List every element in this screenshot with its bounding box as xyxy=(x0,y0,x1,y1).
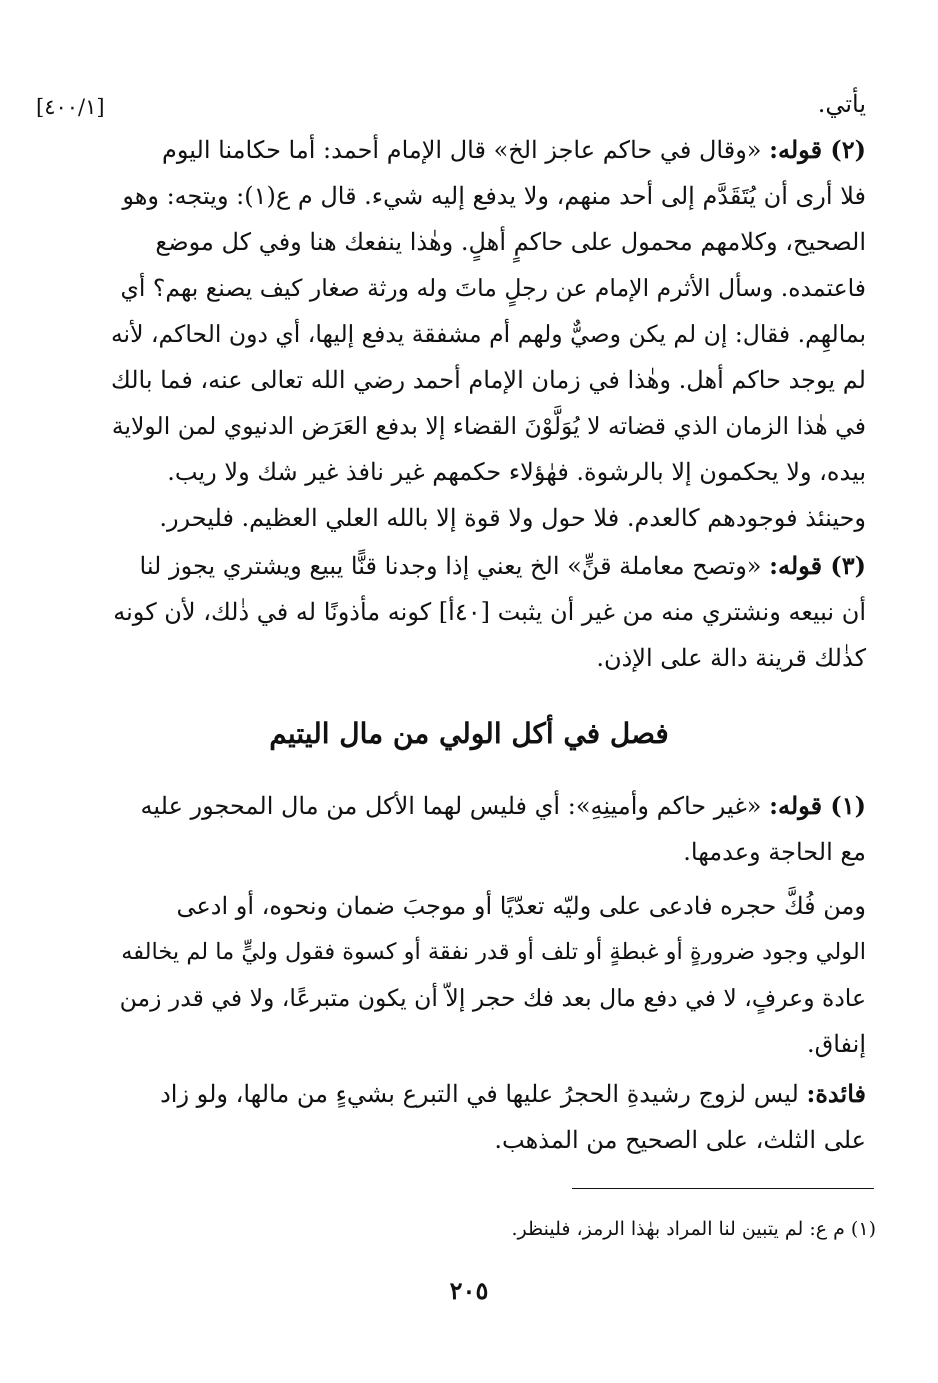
text-line: الولي وجود ضرورةٍ أو غبطةٍ أو تلف أو قدر نفقة أو كسوة فقول وليٍّ ما لم يخالفه xyxy=(121,939,866,965)
text-line: في هٰذا الزمان الذي قضاته لا يُوَلَّوْنَ القضاء إلا بدفع العَرَض الدنيوي لمن الولاية xyxy=(111,412,866,440)
paragraph-3-line-1 xyxy=(140,550,867,582)
text-line: على الثلث، على الصحيح من المذهب. xyxy=(494,1126,866,1154)
text-line: فلا أرى أن يُتَقَدَّم إلى أحد منهم، ولا يدفع إليه شيء. قال م ع(١): ويتجه: وهو xyxy=(122,182,866,210)
text-line: إنفاق. xyxy=(806,1030,866,1058)
text-line: ومن فُكَّ حجره فادعى على وليّه تعدّيًا أو موجبَ ضمان ونحوه، أو ادعى xyxy=(176,892,866,920)
faida-line-1 xyxy=(160,1078,866,1110)
text-line: الصحيح، وكلامهم محمول على حاكمٍ أهلٍ. وهٰذا ينفعك هنا وفي كل موضع xyxy=(155,228,866,256)
page-number: ٢٠٥ xyxy=(449,1276,489,1305)
paragraph-label: (١) قوله: xyxy=(769,791,866,820)
text-line: وحينئذ فوجودهم كالعدم. فلا حول ولا قوة إلا بالله العلي العظيم. فليحرر. xyxy=(159,504,866,532)
faida-label: فائدة: xyxy=(806,1079,866,1108)
footnote-separator xyxy=(572,1188,874,1189)
fasl-paragraph-1-line-1 xyxy=(141,790,866,822)
paragraph-text: «غير حاكم وأمينِهِ»: أي فليس لهما الأكل من مال المحجور عليه xyxy=(140,792,762,820)
text-line: مع الحاجة وعدمها. xyxy=(683,838,866,866)
section-heading: فصل في أكل الولي من مال اليتيم xyxy=(269,717,669,750)
text-line: يأتي. xyxy=(817,90,866,118)
text-line: فاعتمده. وسأل الأثرم الإمام عن رجلٍ ماتَ وله ورثة صغار كيف يصنع بهم؟ أي xyxy=(120,274,866,302)
paragraph-text: «وقال في حاكم عاجز الخ» قال الإمام أحمد: أما حكامنا اليوم xyxy=(162,136,762,164)
text-line: بيده، ولا يحكمون إلا بالرشوة. فهٰؤلاء حكمهم غير نافذ غير شك ولا ريب. xyxy=(167,458,866,486)
page-reference: [٤٠٠/١] xyxy=(36,95,105,119)
paragraph-label: (٣) قوله: xyxy=(769,551,866,580)
paragraph-text: ليس لزوج رشيدةِ الحجرُ عليها في التبرع بشيءٍ من مالها، ولو زاد xyxy=(160,1080,799,1108)
text-line: أن نبيعه ونشتري منه من غير أن يثبت [٤٠أ] كونه مأذونًا له في ذٰلك، لأن كونه xyxy=(113,598,866,626)
text-line: كذٰلك قرينة دالة على الإذن. xyxy=(596,644,866,672)
paragraph-label: (٢) قوله: xyxy=(769,135,866,164)
footnote: (١) م ع: لم يتبين لنا المراد بهٰذا الرمز، فلينظر. xyxy=(511,1218,876,1240)
paragraph-text: «وتصح معاملة قنٍّ» الخ يعني إذا وجدنا قنًّا يبيع ويشتري يجوز لنا xyxy=(139,552,762,580)
text-line: لم يوجد حاكم أهل. وهٰذا في زمان الإمام أحمد رضي الله تعالى عنه، فما بالك xyxy=(110,366,866,394)
text-line: عادة وعرفٍ، لا في دفع مال بعد فك حجر إلاّ أن يكون متبرعًا، ولا في قدر زمن xyxy=(119,984,866,1012)
paragraph-2-line-1 xyxy=(162,134,866,166)
text-line: بمالهِم. فقال: إن لم يكن وصيٌّ ولهم أم مشفقة يدفع إليها، أي دون الحاكم، لأنه xyxy=(110,320,866,348)
